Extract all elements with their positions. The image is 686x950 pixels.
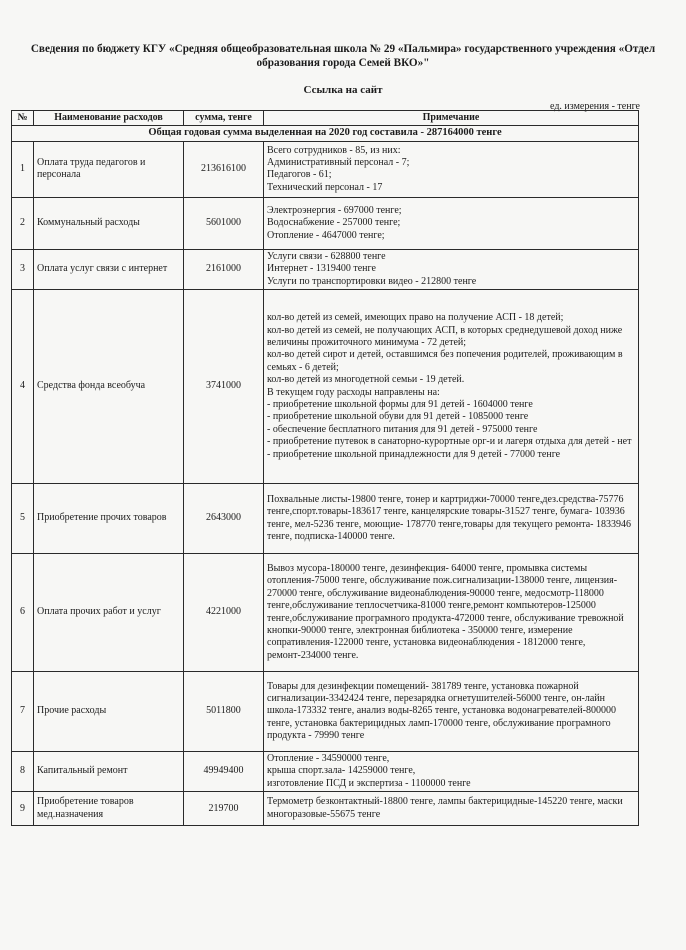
row-number: 8	[12, 752, 34, 792]
site-link-label: Ссылка на сайт	[303, 84, 383, 96]
row-number: 5	[12, 484, 34, 554]
expense-note	[264, 249, 639, 289]
budget-table	[11, 110, 639, 826]
expense-amount: 3741000	[184, 290, 264, 484]
expense-name: Коммунальный расходы	[34, 197, 184, 249]
table-row	[12, 554, 639, 672]
note-line: кол-во детей из семей, имеющих право на получение АСП - 18 детей;	[267, 312, 564, 324]
expense-amount: 219700	[184, 792, 264, 826]
row-number: 9	[12, 792, 34, 826]
note-line: Услуги связи - 628800 тенге	[267, 250, 386, 262]
expense-name: Приобретение прочих товаров	[34, 484, 184, 554]
expense-amount: 4221000	[184, 554, 264, 672]
note-line: Интернет - 1319400 тенге	[267, 263, 376, 275]
total-sum-text: Общая годовая сумма выделенная на 2020 год составила - 287164000 тенге	[12, 126, 639, 141]
col-number-header: №	[12, 111, 34, 126]
note-line: Отопление - 4647000 тенге;	[267, 229, 385, 241]
expense-note	[264, 752, 639, 792]
document-title: Сведения по бюджету КГУ «Средняя общеобразовательная школа № 29 «Пальмира» государственного учреждения «Отдел образования города Семей ВКО»"	[30, 43, 656, 69]
table-row	[12, 484, 639, 554]
note-line: Услуги по транспортировки видео - 212800 тенге	[267, 275, 477, 287]
table-row	[12, 752, 639, 792]
table-header-row	[12, 111, 639, 126]
row-number: 2	[12, 197, 34, 249]
note-line: Технический персонал - 17	[267, 181, 383, 193]
note-line: Вывоз мусора-180000 тенге, дезинфекция- 64000 тенге, промывка системы отопления-75000 тенге, обслуживание пож.сигнализации-138000 тенге, лицензия- 270000 тенге, обслуживание видеонаблюдения-90000 тенге, медосмотр-118000 тенге,обслуживание теплосчетчика-81000 тенге,ремонт компьютеров-125000 тенге,обслуживание програмного продукта-472000 тенге, обслуживание тревожной кнопки-90000 тенге, электронная библиотека - 350000 тенге, измерение сопративления-122000 тенге, установка видеонаблюдения - 1812000 тенге, ремонт-234000 тенге.	[267, 562, 624, 661]
note-line: - приобретение путевок в санаторно-курортные орг-и и лагеря отдыха для детей - нет	[267, 436, 632, 448]
row-number: 4	[12, 290, 34, 484]
table-row	[12, 249, 639, 289]
note-line: - приобретение школьной обуви для 91 детей - 1085000 тенге	[267, 411, 529, 423]
expense-name: Капитальный ремонт	[34, 752, 184, 792]
table-row	[12, 141, 639, 197]
expense-name: Приобретение товаров мед.назначения	[34, 792, 184, 826]
table-row	[12, 792, 639, 826]
expense-note	[264, 290, 639, 484]
note-line: - обеспечение бесплатного питания для 91 детей - 975000 тенге	[267, 423, 538, 435]
row-number: 7	[12, 672, 34, 752]
expense-amount: 5011800	[184, 672, 264, 752]
note-line: крыша спорт.зала- 14259000 тенге,	[267, 765, 416, 777]
expense-name: Оплата прочих работ и услуг	[34, 554, 184, 672]
note-line: Товары для дезинфекции помещений- 381789 тенге, установка пожарной сигнализации-3342424 тенге, перезарядка огнетушителей-56000 тенге, он-лайн школа-173332 тенге, анализ воды-8265 тенге, установка водонагревателей-800000 тенге, установка бактерицидных ламп-170000 тенге, обслуживание програмного продукта - 79990 тенге	[267, 680, 616, 742]
expense-amount: 49949400	[184, 752, 264, 792]
expense-note	[264, 484, 639, 554]
expense-name: Прочие расходы	[34, 672, 184, 752]
expense-note	[264, 141, 639, 197]
note-line: кол-во детей сирот и детей, оставшимся без попечения родителей, проживающим в семьях - 6 детей;	[267, 349, 623, 373]
expense-amount: 2643000	[184, 484, 264, 554]
col-amount-header: сумма, тенге	[184, 111, 264, 126]
expense-name: Оплата услуг связи с интернет	[34, 249, 184, 289]
note-line: Термометр безконтактный-18800 тенге, лампы бактерицидные-145220 тенге, маски многоразовые-55675 тенге	[267, 796, 623, 820]
row-number: 3	[12, 249, 34, 289]
note-line: кол-во детей из многодетной семьи - 19 детей.	[267, 374, 465, 386]
expense-note	[264, 792, 639, 826]
note-line: Всего сотрудников - 85, из них:	[267, 144, 401, 156]
row-number: 6	[12, 554, 34, 672]
expense-note	[264, 197, 639, 249]
units-label: ед. измерения - тенге	[550, 101, 640, 112]
note-line: Похвальные листы-19800 тенге, тонер и картриджи-70000 тенге,дез.средства-75776 тенге,спорт.товары-183617 тенге, канцелярские товары-31527 тенге, бумага- 103936 тенге, мел-5236 тенге, моющие- 178770 тенге,товары для текущего ремонта- 1833946 тенге, подписка-140000 тенге.	[267, 493, 631, 542]
note-line: Административный персонал - 7;	[267, 156, 410, 168]
total-row	[12, 126, 639, 141]
expense-amount: 2161000	[184, 249, 264, 289]
note-line: изготовление ПСД и экспертиза - 1100000 тенге	[267, 777, 471, 789]
table-row	[12, 672, 639, 752]
note-line: кол-во детей из семей, не получающих АСП, в которых среднедушевой доход ниже величины прожиточного минимума - 72 детей;	[267, 324, 623, 348]
expense-name: Средства фонда всеобуча	[34, 290, 184, 484]
col-note-header: Примечание	[264, 111, 639, 126]
col-name-header: Наименование расходов	[34, 111, 184, 126]
expense-note	[264, 672, 639, 752]
note-line: - приобретение школьной формы для 91 детей - 1604000 тенге	[267, 398, 533, 410]
note-line: Водоснабжение - 257000 тенге;	[267, 217, 401, 229]
note-line: Отопление - 34590000 тенге,	[267, 753, 390, 765]
row-number: 1	[12, 141, 34, 197]
table-row	[12, 197, 639, 249]
table-row	[12, 290, 639, 484]
expense-note	[264, 554, 639, 672]
note-line: - приобретение школьной принадлежности для 9 детей - 77000 тенге	[267, 448, 561, 460]
note-line: Электроэнергия - 697000 тенге;	[267, 204, 402, 216]
expense-amount: 213616100	[184, 141, 264, 197]
expense-name: Оплата труда педагогов и персонала	[34, 141, 184, 197]
note-line: Педагогов - 61;	[267, 169, 332, 181]
expense-amount: 5601000	[184, 197, 264, 249]
note-line: В текущем году расходы направлены на:	[267, 386, 440, 398]
